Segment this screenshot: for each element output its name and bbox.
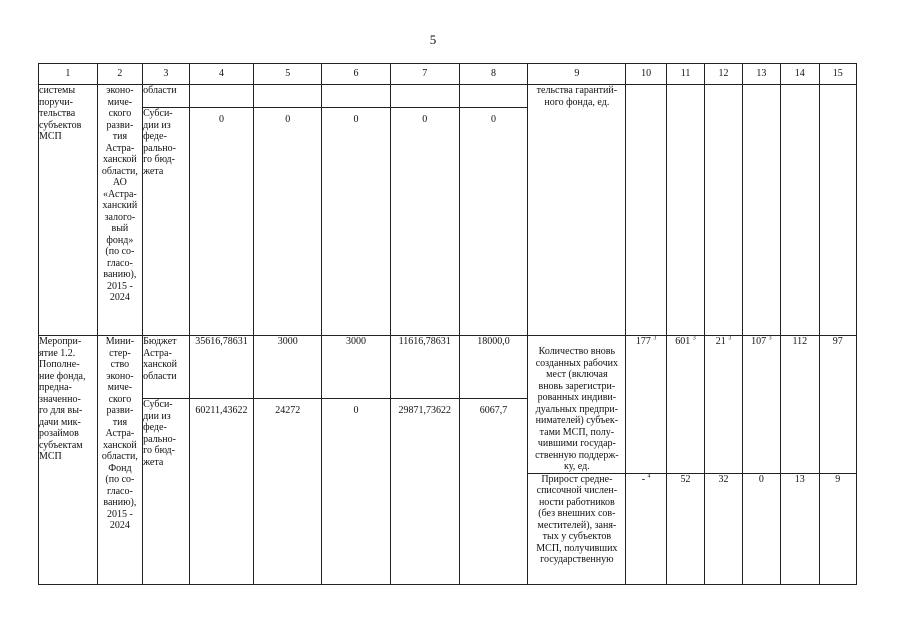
indicator-value: 9 xyxy=(819,473,856,584)
header-row xyxy=(39,64,857,85)
value-cell: 60211,43622 xyxy=(189,399,254,585)
indicator-cell: тельства гарантий- ного фонда, ед. xyxy=(528,85,626,336)
value-cell: 0 xyxy=(322,108,391,336)
value-cell: 18000,0 xyxy=(459,336,528,399)
indicator-value: 32 xyxy=(705,473,742,584)
measure-cell: системы поручи- тельства субъектов МСП xyxy=(39,85,98,336)
header-cell: 4 xyxy=(189,64,254,85)
header-cell: 1 xyxy=(39,64,98,85)
footnote-mark: 4 xyxy=(647,473,651,480)
value-text: 177 xyxy=(635,336,651,347)
footnote-mark: 3 xyxy=(728,335,732,342)
value-cell: 0 xyxy=(322,399,391,585)
value-text: 21 xyxy=(715,336,726,347)
source-cell: Субси- дии из феде- рально- го бюд- жета xyxy=(143,108,190,336)
header-cell: 10 xyxy=(626,64,666,85)
source-cell: Бюджет Астра- ханской области xyxy=(143,336,190,399)
indicator-cell: Прирост средне- списочной числен- ности работников (без внешних сов- местителей), заня- тых у субъектов МСП, получивших государственную xyxy=(528,473,626,584)
value-cell: 3000 xyxy=(322,336,391,399)
header-cell: 6 xyxy=(322,64,391,85)
program-table xyxy=(38,63,857,585)
indicator-value xyxy=(742,336,780,474)
indicator-value: 112 xyxy=(781,336,819,474)
table-row xyxy=(39,336,857,399)
indicator-value xyxy=(626,473,666,584)
value-cell xyxy=(322,85,391,108)
header-cell: 3 xyxy=(143,64,190,85)
value-cell: 29871,73622 xyxy=(390,399,459,585)
header-cell: 7 xyxy=(390,64,459,85)
executor-cell: эконо- миче- ского разви- тия Астра- ханской области, АО «Астра- ханский залого- вый фонд» (по со- гласо- ванию), 2015 - 2024 xyxy=(97,85,143,336)
value-cell: 0 xyxy=(459,108,528,336)
header-cell: 12 xyxy=(705,64,742,85)
indicator-value: 13 xyxy=(781,473,819,584)
indicator-value xyxy=(666,336,704,474)
value-cell: 3000 xyxy=(254,336,322,399)
measure-cell: Меропри- ятие 1.2. Пополне- ние фонда, предна- значенно- го для вы- дачи мик- розаймов субъектам МСП xyxy=(39,336,98,585)
indicator-value xyxy=(781,85,819,336)
indicator-cell: Количество вновь созданных рабочих мест (включая вновь зарегистри- рованных индиви- дуальных предпри- нимателей) субъек- тами МСП, полу- чившими государ- ственную поддерж- ку, ед. xyxy=(528,336,626,474)
header-cell: 15 xyxy=(819,64,856,85)
value-cell: 0 xyxy=(390,108,459,336)
value-text: - xyxy=(641,473,646,485)
table-row xyxy=(39,85,857,108)
value-text: 601 xyxy=(675,336,691,347)
header-cell: 5 xyxy=(254,64,322,85)
indicator-value: 97 xyxy=(819,336,856,474)
value-cell: 0 xyxy=(254,108,322,336)
indicator-value xyxy=(742,85,780,336)
value-cell: 0 xyxy=(189,108,254,336)
header-cell: 13 xyxy=(742,64,780,85)
value-cell xyxy=(254,85,322,108)
indicator-value xyxy=(666,85,704,336)
header-cell: 14 xyxy=(781,64,819,85)
header-cell: 9 xyxy=(528,64,626,85)
header-cell: 8 xyxy=(459,64,528,85)
header-cell: 11 xyxy=(666,64,704,85)
value-cell: 6067,7 xyxy=(459,399,528,585)
executor-cell: Мини- стер- ство эконо- миче- ского разви- тия Астра- ханской области, Фонд (по со- гласо- ванию), 2015 - 2024 xyxy=(97,336,143,585)
indicator-value xyxy=(705,336,742,474)
indicator-value: 0 xyxy=(742,473,780,584)
footnote-mark: 3 xyxy=(768,335,772,342)
value-cell: 11616,78631 xyxy=(390,336,459,399)
indicator-value xyxy=(819,85,856,336)
value-cell: 35616,78631 xyxy=(189,336,254,399)
footnote-mark: 3 xyxy=(692,335,696,342)
page-number: 5 xyxy=(429,32,437,47)
source-cell: области xyxy=(143,85,190,108)
header-cell: 2 xyxy=(97,64,143,85)
indicator-value: 52 xyxy=(666,473,704,584)
source-cell: Субси- дии из феде- рально- го бюд- жета xyxy=(143,399,190,585)
value-cell xyxy=(390,85,459,108)
value-cell xyxy=(459,85,528,108)
footnote-mark: 3 xyxy=(653,335,657,342)
value-cell xyxy=(189,85,254,108)
indicator-value xyxy=(705,85,742,336)
value-cell: 24272 xyxy=(254,399,322,585)
indicator-value xyxy=(626,85,666,336)
indicator-value xyxy=(626,336,666,474)
value-text: 107 xyxy=(751,336,767,347)
